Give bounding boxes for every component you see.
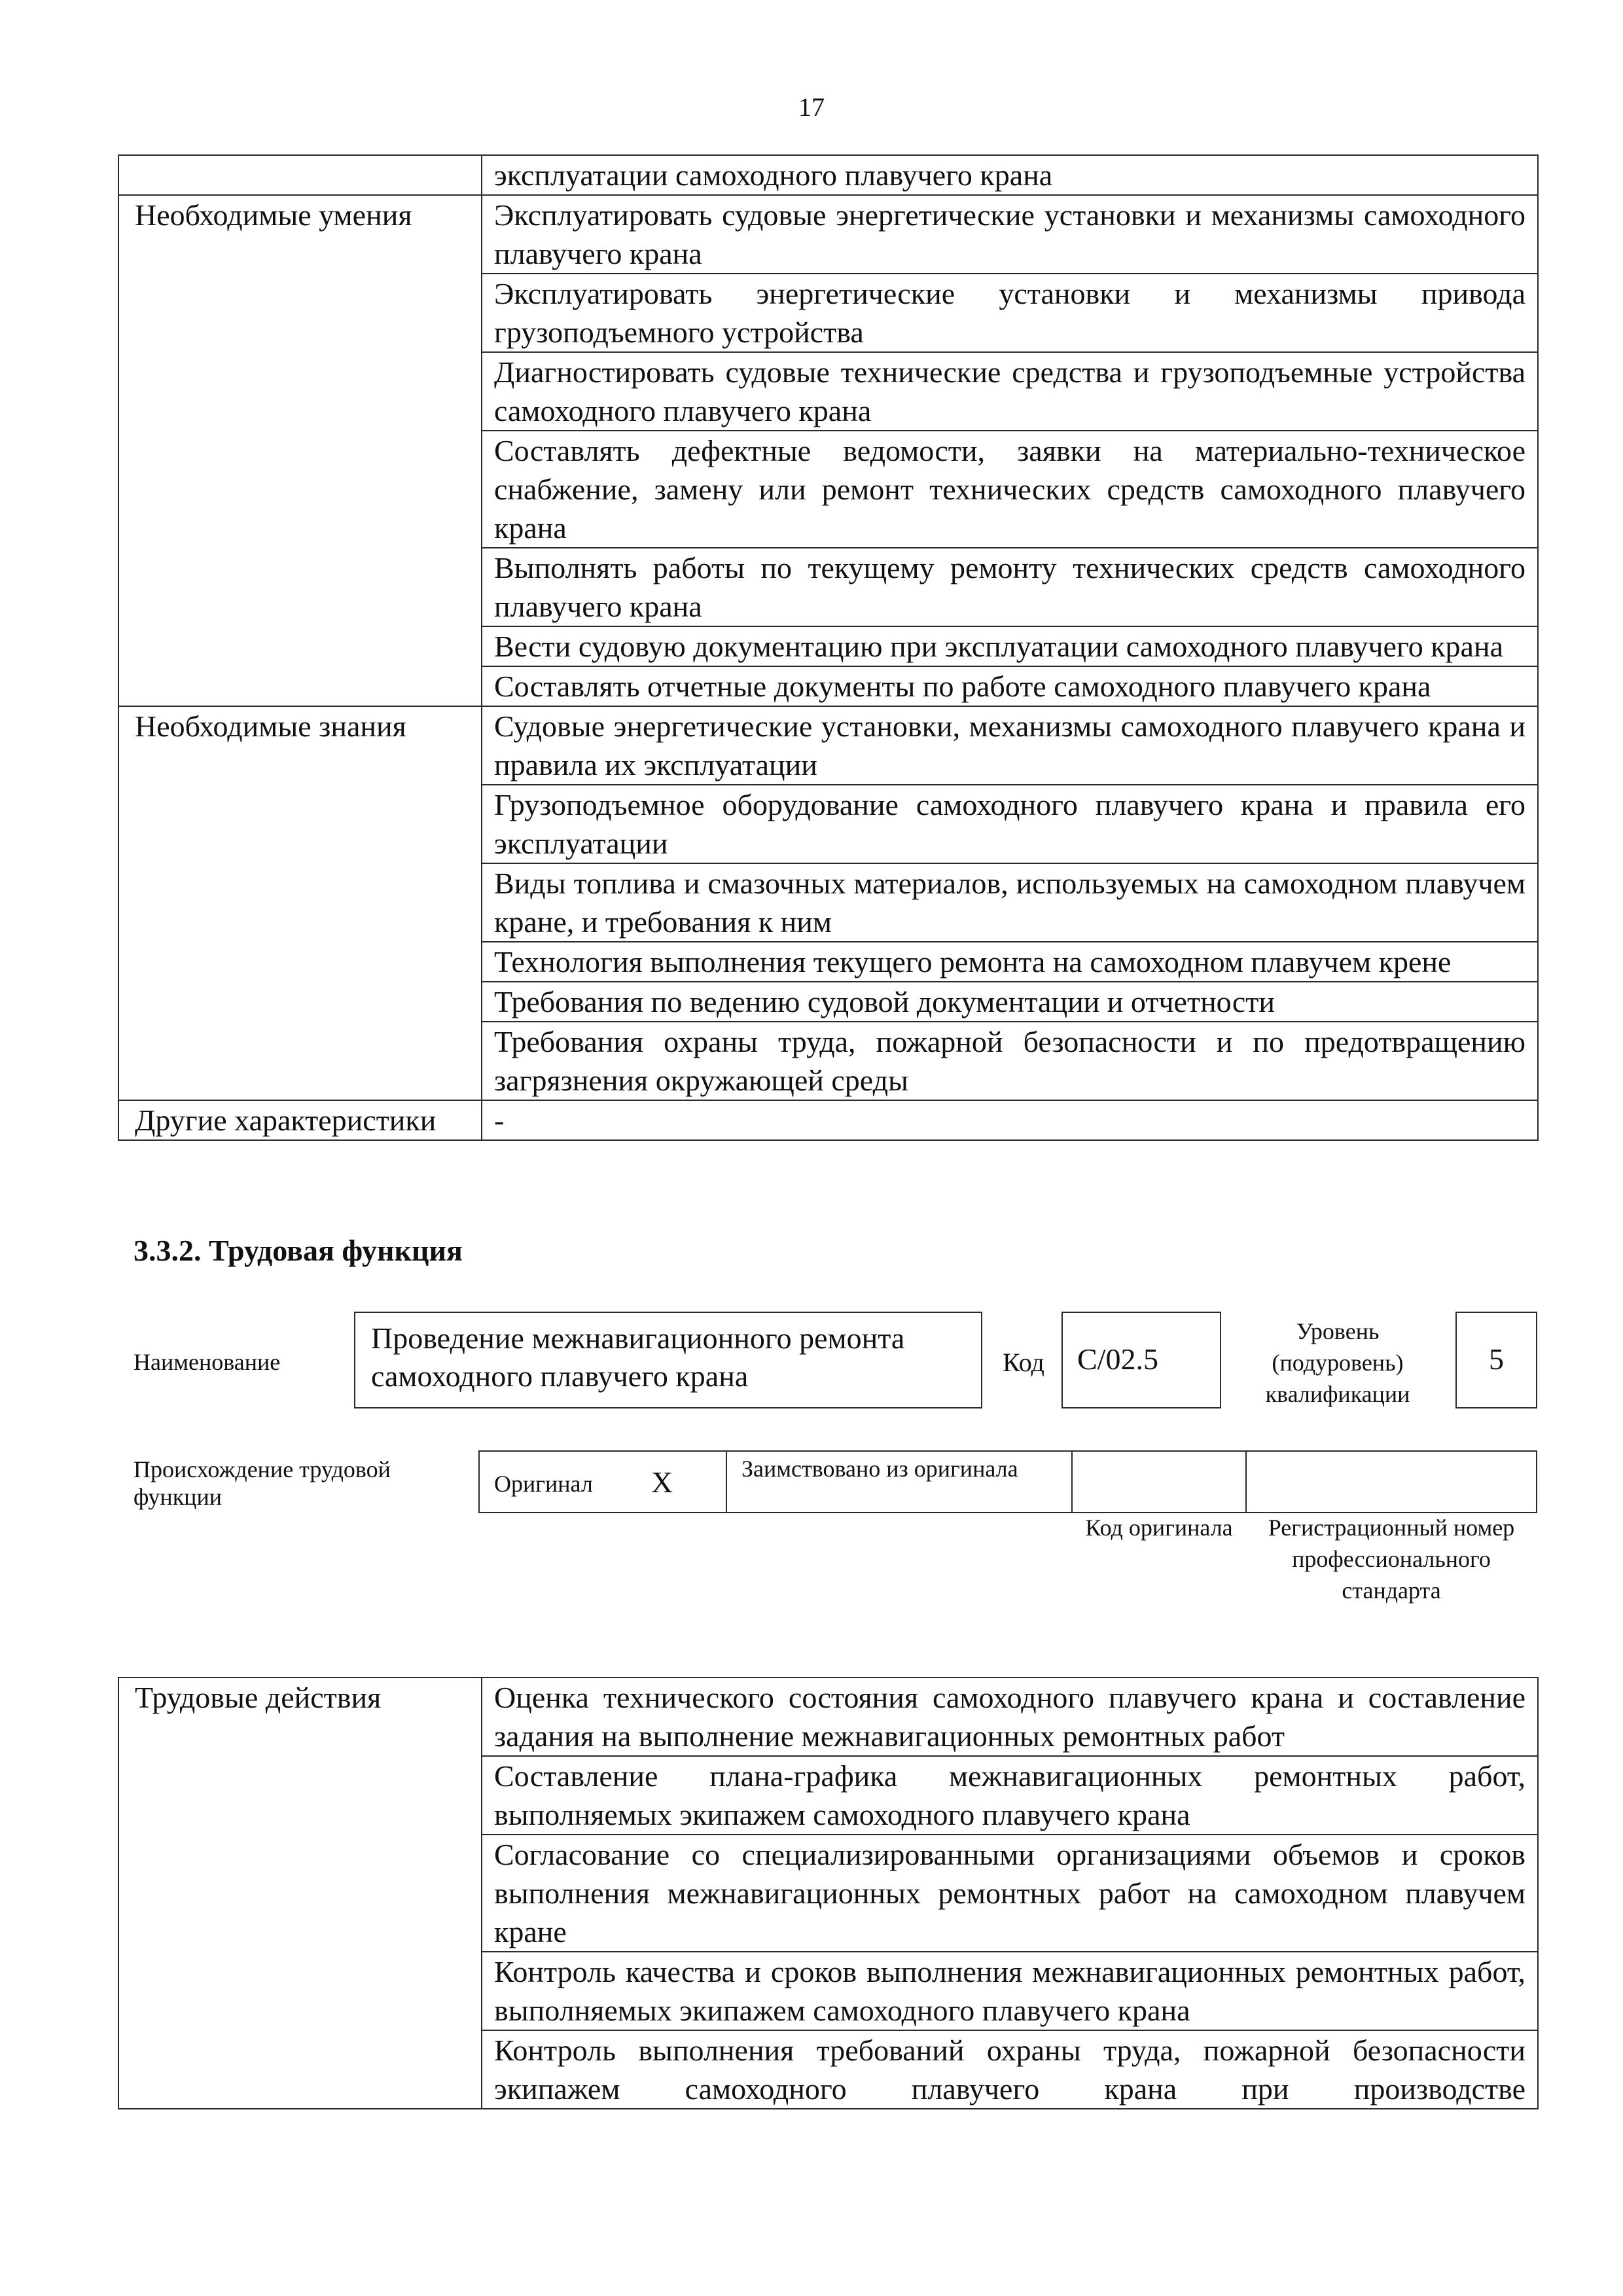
code-caption: Код оригинала [1085, 1515, 1233, 1541]
knowledge-item: Технология выполнения текущего ремонта на самоходном плавучем крене [482, 942, 1538, 982]
table-row [118, 155, 1538, 195]
name-value: Проведение межнавигационного ремонта самоходного плавучего крана [371, 1321, 905, 1393]
level-value: 5 [1489, 1342, 1504, 1376]
borrowed-cell [726, 1450, 1073, 1513]
name-box [354, 1312, 982, 1408]
knowledge-item: Грузоподъемное оборудование самоходного плавучего крана и правила его эксплуатации [482, 785, 1538, 863]
skill-item: Вести судовую документацию при эксплуатации самоходного плавучего крана [482, 626, 1538, 666]
other-label: Другие характеристики [118, 1100, 482, 1140]
action-item: Составление плана-графика межнавигационных ремонтных работ, выполняемых экипажем самоходного плавучего крана [482, 1756, 1538, 1835]
knowledge-item: Судовые энергетические установки, механизмы самоходного плавучего крана и правила их эксплуатации [482, 706, 1538, 785]
action-item: Контроль выполнения требований охраны труда, пожарной безопасности экипажем самоходного плавучего крана при производстве [482, 2030, 1538, 2109]
other-value: - [482, 1100, 1538, 1140]
reg-number-cell [1245, 1450, 1537, 1513]
actions-label: Трудовые действия [118, 1677, 482, 2109]
table-row [118, 1100, 1538, 1140]
skills-knowledge-table [118, 154, 1539, 1141]
level-label: Уровень (подуровень) квалификации [1265, 1318, 1410, 1407]
origin-label: Происхождение трудовой функции [134, 1456, 391, 1510]
action-item: Согласование со специализированными организациями объемов и сроков выполнения межнавигационных ремонтных работ на самоходном плавучем кране [482, 1835, 1538, 1952]
level-box [1455, 1312, 1537, 1408]
skill-item: Составлять дефектные ведомости, заявки на материально-техническое снабжение, замену или ремонт технических средств самоходного плавучего крана [482, 431, 1538, 548]
page-number: 17 [798, 92, 825, 122]
skill-item: Диагностировать судовые технические средства и грузоподъемные устройства самоходного плавучего крана [482, 352, 1538, 431]
skill-item: Выполнять работы по текущему ремонту технических средств самоходного плавучего крана [482, 548, 1538, 626]
table-row [118, 706, 1538, 785]
skill-item: Эксплуатировать судовые энергетические установки и механизмы самоходного плавучего крана [482, 195, 1538, 274]
code-value: C/02.5 [1077, 1342, 1158, 1376]
code-box [1061, 1312, 1221, 1408]
table-row [118, 1677, 1538, 1756]
table-row [118, 195, 1538, 274]
original-cell [478, 1450, 727, 1513]
labour-actions-table [118, 1677, 1539, 2109]
code-label: Код [1003, 1348, 1044, 1377]
table-cell-empty [118, 155, 482, 195]
name-label: Наименование [134, 1349, 281, 1375]
knowledge-label: Необходимые знания [118, 706, 482, 1100]
knowledge-item: Требования по ведению судовой документации и отчетности [482, 982, 1538, 1022]
original-code-cell [1071, 1450, 1247, 1513]
table-cell: эксплуатации самоходного плавучего крана [482, 155, 1538, 195]
skills-label: Необходимые умения [118, 195, 482, 706]
skill-item: Эксплуатировать энергетические установки и механизмы привода грузоподъемного устройства [482, 274, 1538, 352]
knowledge-item: Требования охраны труда, пожарной безопасности и по предотвращению загрязнения окружающей среды [482, 1022, 1538, 1100]
reg-caption: Регистрационный номер профессионального стандарта [1268, 1515, 1515, 1604]
knowledge-item: Виды топлива и смазочных материалов, используемых на самоходном плавучем кране, и требования к ним [482, 863, 1538, 942]
section-heading: 3.3.2. Трудовая функция [134, 1234, 463, 1267]
borrowed-label: Заимствовано из оригинала [741, 1456, 1018, 1482]
action-item: Оценка технического состояния самоходного плавучего крана и составление задания на выполнение межнавигационных ремонтных работ [482, 1677, 1538, 1756]
action-item: Контроль качества и сроков выполнения межнавигационных ремонтных работ, выполняемых экипажем самоходного плавучего крана [482, 1952, 1538, 2030]
skill-item: Составлять отчетные документы по работе самоходного плавучего крана [482, 666, 1538, 706]
original-mark: X [651, 1465, 673, 1499]
original-label: Оригинал [494, 1471, 593, 1497]
